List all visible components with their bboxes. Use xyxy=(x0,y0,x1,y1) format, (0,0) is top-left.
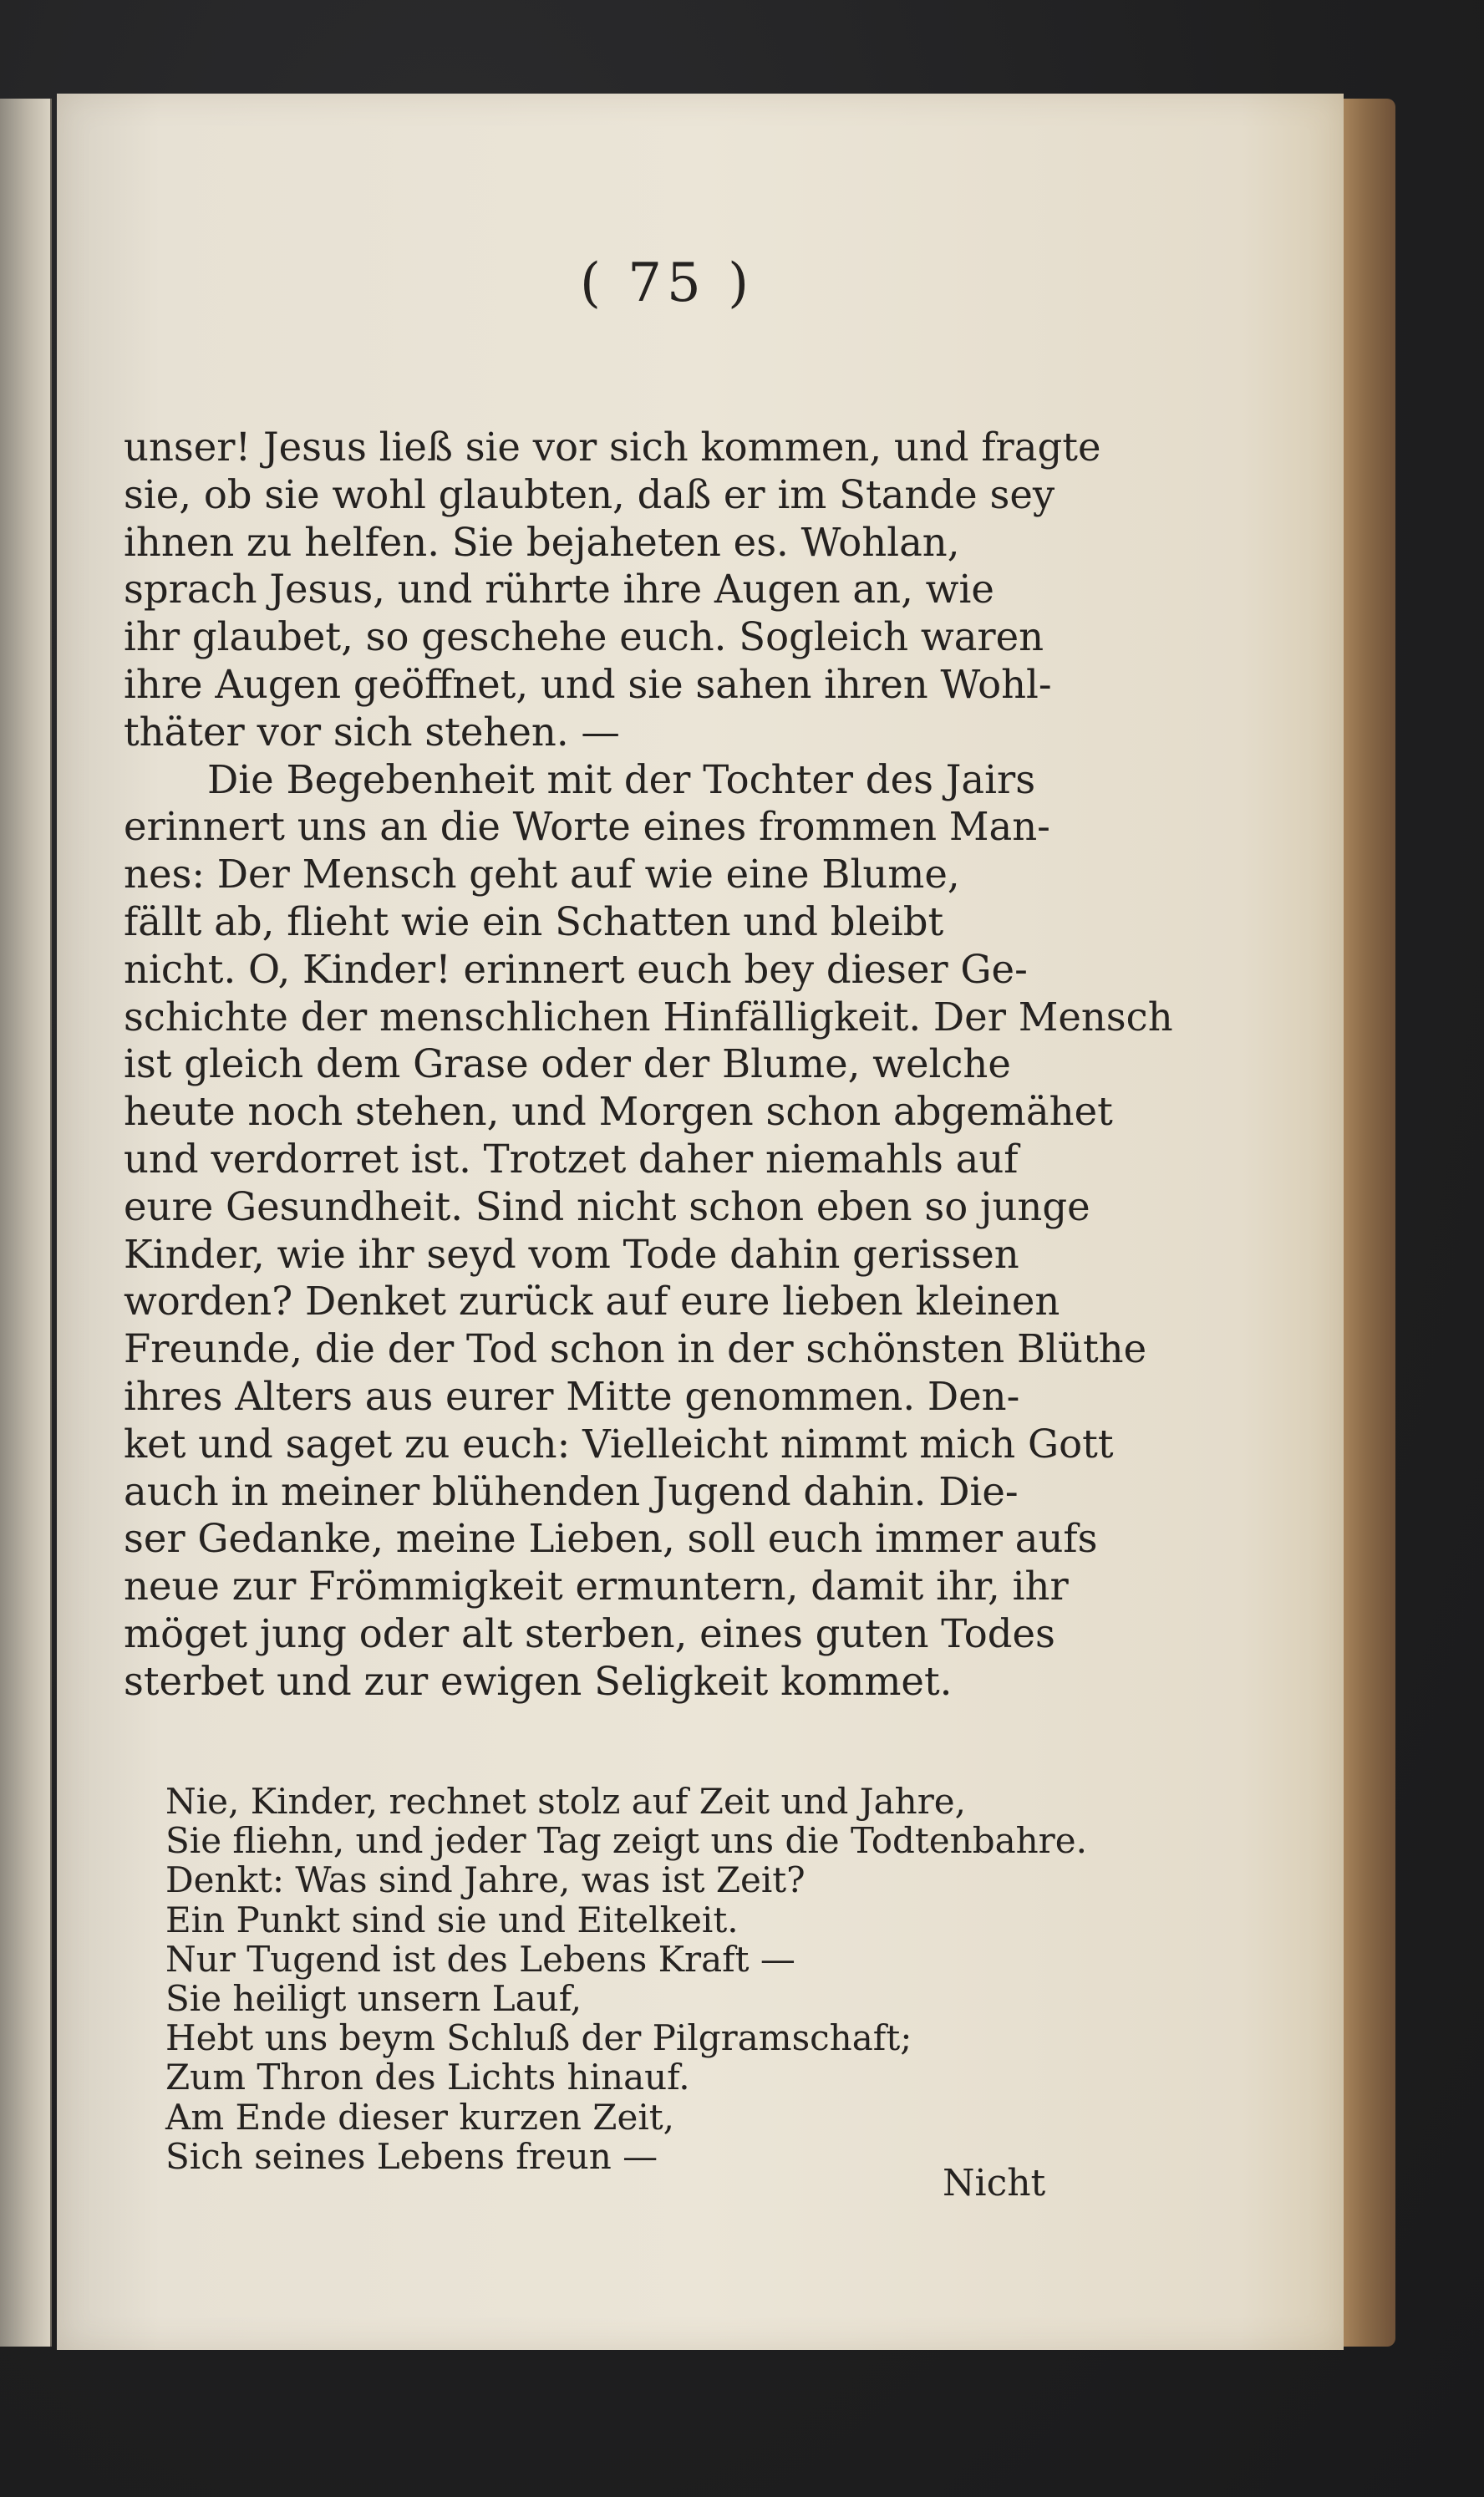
prose-line: schichte der menschlichen Hinfälligkeit. Der Mensch xyxy=(124,994,1173,1040)
poem-line: Am Ende dieser kurzen Zeit, xyxy=(165,2096,674,2138)
poem-block xyxy=(165,1782,1168,2176)
poem-line: Sich seines Lebens freun — xyxy=(165,2135,658,2177)
book-page xyxy=(57,94,1344,2350)
prose-line: auch in meiner blühenden Jugend dahin. Die- xyxy=(124,1468,1019,1514)
prose-line: sprach Jesus, und rührte ihre Augen an, wie xyxy=(124,567,994,613)
facing-page-edge xyxy=(0,99,52,2347)
prose-line: Kinder, wie ihr seyd vom Tode dahin gerissen xyxy=(124,1231,1019,1277)
prose-line: sterbet und zur ewigen Seligkeit kommet. xyxy=(124,1658,953,1704)
prose-line: unser! Jesus ließ sie vor sich kommen, und fragte xyxy=(124,425,1101,470)
prose-line: eure Gesundheit. Sind nicht schon eben so junge xyxy=(124,1183,1090,1229)
poem-line: Nie, Kinder, rechnet stolz auf Zeit und Jahre, xyxy=(165,1781,967,1822)
prose-line: thäter vor sich stehen. — xyxy=(124,709,620,755)
prose-line: ihre Augen geöffnet, und sie sahen ihren Wohl- xyxy=(124,661,1052,707)
prose-line: ket und saget zu euch: Vielleicht nimmt mich Gott xyxy=(124,1421,1114,1467)
prose-line: neue zur Frömmigkeit ermuntern, damit ihr, ihr xyxy=(124,1564,1069,1610)
prose-line: Die Begebenheit mit der Tochter des Jairs xyxy=(207,756,1036,802)
prose-line: fällt ab, flieht wie ein Schatten und bleibt xyxy=(124,898,944,944)
prose-line: erinnert uns an die Worte eines frommen Man- xyxy=(124,804,1050,850)
prose-line: nes: Der Mensch geht auf wie eine Blume, xyxy=(124,852,960,898)
poem-line: Ein Punkt sind sie und Eitelkeit. xyxy=(165,1899,739,1940)
poem-line: Hebt uns beym Schluß der Pilgramschaft; xyxy=(165,2017,912,2059)
prose-line: Freunde, die der Tod schon in der schönsten Blüthe xyxy=(124,1326,1147,1372)
poem-line: Zum Thron des Lichts hinauf. xyxy=(165,2057,690,2098)
catchword: Nicht xyxy=(943,2162,1046,2205)
prose-line: sie, ob sie wohl glaubten, daß er im Stande sey xyxy=(124,471,1055,517)
prose-line: möget jung oder alt sterben, eines guten Todes xyxy=(124,1610,1055,1656)
prose-line: nicht. O, Kinder! erinnert euch bey dieser Ge- xyxy=(124,946,1028,992)
prose-line: ihres Alters aus eurer Mitte genommen. Den- xyxy=(124,1373,1020,1419)
prose-line: und verdorret ist. Trotzet daher niemahls auf xyxy=(124,1136,1019,1182)
poem-line: Sie heiligt unsern Lauf, xyxy=(165,1977,582,2019)
prose-line: heute noch stehen, und Morgen schon abgemähet xyxy=(124,1089,1113,1135)
poem-line: Denkt: Was sind Jahre, was ist Zeit? xyxy=(165,1859,806,1901)
poem-line: Sie fliehn, und jeder Tag zeigt uns die Todtenbahre. xyxy=(165,1820,1087,1862)
prose-line: ist gleich dem Grase oder der Blume, welche xyxy=(124,1041,1011,1087)
page-number: ( 75 ) xyxy=(579,252,755,314)
prose-line: worden? Denket zurück auf eure lieben kleinen xyxy=(124,1279,1060,1325)
prose-line: ihr glaubet, so geschehe euch. Sogleich waren xyxy=(124,614,1044,660)
poem-line: Nur Tugend ist des Lebens Kraft — xyxy=(165,1938,795,1980)
prose-line: ser Gedanke, meine Lieben, soll euch immer aufs xyxy=(124,1516,1098,1562)
prose-block xyxy=(124,424,1173,1706)
prose-line: ihnen zu helfen. Sie bejaheten es. Wohlan, xyxy=(124,519,960,565)
page-content xyxy=(57,94,1344,2350)
